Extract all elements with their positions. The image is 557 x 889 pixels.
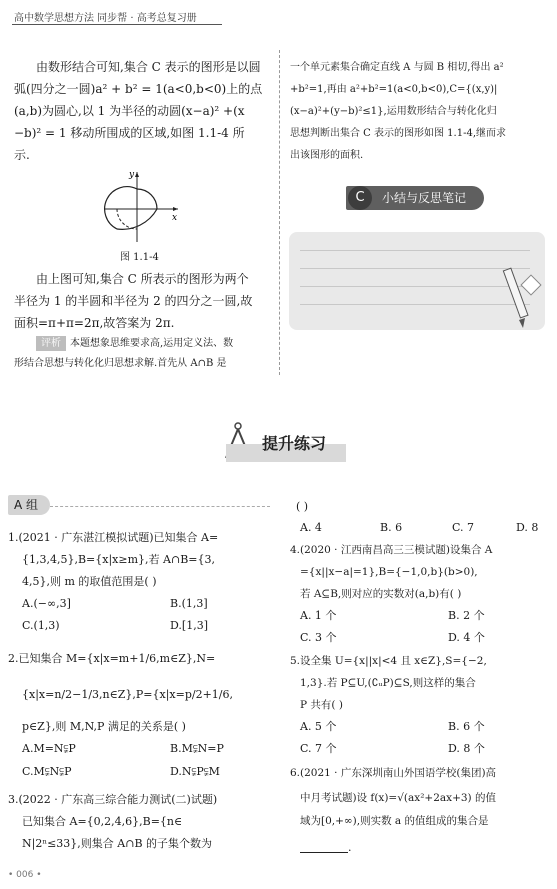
left-text-line-2: 弧(四分之一圆)a² + b² = 1(a<0,b<0)上的点 [14, 82, 263, 96]
header-rule [12, 24, 222, 25]
right-text-line-1: 一个单元素集合确定直线 A 与圆 B 相切,得出 a² [290, 62, 504, 73]
q5-option-c: C. 7 个 [300, 742, 337, 755]
q4-option-b: B. 2 个 [448, 609, 485, 622]
q4-line-1: 4.(2020 · 江西南昌高三三模试题)设集合 A [290, 544, 493, 556]
q3-line-3: N|2ⁿ≤33},则集合 A∩B 的子集个数为 [22, 837, 213, 850]
q1-line-2: {1,3,4,5},B={x|x≥m},若 A∩B={3, [22, 553, 215, 566]
q1-option-a: A.(−∞,3] [22, 597, 71, 610]
q3-option-a: A. 4 [300, 521, 322, 534]
q4-option-d: D. 4 个 [448, 631, 485, 644]
analysis-line-2: 形结合思想与转化化归思想求解.首先从 A∩B 是 [14, 358, 227, 369]
analysis-line-1 [36, 334, 233, 353]
left-after-line-3: 面积=π+π=2π,故答案为 2π. [14, 316, 175, 330]
group-label: A 组 [8, 495, 50, 515]
summary-badge-letter: C [348, 186, 372, 210]
left-text-line-5: 示. [14, 148, 30, 162]
q6-answer-blank: . [300, 836, 352, 855]
axis-y-label: y [129, 170, 135, 180]
q1-line-1: 1.(2021 · 广东湛江模拟试题)已知集合 A= [8, 531, 219, 544]
header-title: 高中数学思想方法 同步帮 · 高考总复习册 [14, 13, 197, 24]
summary-badge-label: 小结与反思笔记 [382, 191, 467, 205]
q1-option-c: C.(1,3) [22, 619, 60, 632]
q6-line-1: 6.(2021 · 广东深圳南山外国语学校(集团)高 [290, 767, 497, 779]
left-text-line-4: −b)² = 1 移动所围成的区域,如图 1.1-4 所 [14, 126, 245, 140]
q5-option-a: A. 5 个 [300, 720, 337, 733]
left-text-line-3: (a,b)为圆心,以 1 为半径的动圆(x−a)² +(x [14, 104, 245, 118]
q5-option-d: D. 8 个 [448, 742, 485, 755]
q5-line-3: P 共有( ) [300, 699, 343, 711]
page-number: • 006 • [8, 870, 42, 880]
group-rule [50, 506, 270, 507]
left-after-line-1: 由上图可知,集合 C 所表示的图形为两个 [36, 272, 249, 286]
q3-option-b: B. 6 [380, 521, 403, 534]
q2-option-d: D.N⫋P⫋M [170, 765, 220, 778]
q2-option-b: B.M⫋N=P [170, 742, 224, 755]
q5-line-2: 1,3}.若 P⊆U,(∁ᵤP)⊆S,则这样的集合 [300, 677, 476, 689]
q2-option-a: A.M=N⫋P [22, 742, 76, 755]
notes-line [300, 268, 530, 269]
figure-1-1-4 [96, 166, 186, 246]
notes-line [300, 286, 530, 287]
q4-line-2: ={x||x−a|=1},B={−1,0,b}(b>0), [300, 566, 478, 578]
axis-x-label: x [172, 213, 178, 223]
q5-option-b: B. 6 个 [448, 720, 485, 733]
q2-line-3: p∈Z},则 M,N,P 满足的关系是( ) [22, 720, 186, 733]
column-divider [279, 50, 281, 375]
notes-line [300, 304, 530, 305]
right-text-line-4: 思想判断出集合 C 表示的图形如图 1.1-4,继而求 [290, 128, 507, 139]
q3-option-c: C. 7 [452, 521, 475, 534]
left-text-line-1: 由数形结合可知,集合 C 表示的图形是以圆 [36, 60, 261, 74]
q4-option-c: C. 3 个 [300, 631, 337, 644]
q2-option-c: C.M⫋N⫋P [22, 765, 72, 778]
figure-caption: 图 1.1-4 [120, 252, 159, 263]
right-text-line-5: 出该图形的面积. [290, 150, 364, 161]
section-title: 提升练习 [262, 434, 327, 453]
q2-line-2: {x|x=n/2−1/3,n∈Z},P={x|x=p/2+1/6, [22, 688, 234, 701]
q6-line-2: 中月考试题)设 f(x)=√(ax²+2ax+3) 的值 [300, 792, 496, 804]
q1-option-d: D.[1,3] [170, 619, 209, 632]
notes-line [300, 250, 530, 251]
q4-line-3: 若 A⊆B,则对应的实数对(a,b)有( ) [300, 588, 462, 600]
q3-line-2: 已知集合 A={0,2,4,6},B={n∈ [22, 815, 183, 828]
q3-paren: ( ) [296, 500, 309, 513]
q1-line-3: 4,5},则 m 的取值范围是( ) [22, 575, 157, 588]
q1-option-b: B.(1,3] [170, 597, 208, 610]
q3-line-1: 3.(2022 · 广东高三综合能力测试(二)试题) [8, 793, 218, 806]
right-text-line-3: (x−a)²+(y−b)²≤1},运用数形结合与转化化归 [290, 106, 497, 117]
q4-option-a: A. 1 个 [300, 609, 337, 622]
q6-line-3: 域为[0,+∞),则实数 a 的值组成的集合是 [300, 815, 489, 827]
analysis-tag: 评析 [36, 336, 66, 351]
q3-option-d: D. 8 [516, 521, 539, 534]
right-text-line-2: +b²=1,再由 a²+b²=1(a<0,b<0),C={(x,y)| [290, 84, 498, 95]
pencil-icon [502, 264, 542, 332]
analysis-text-1: 本题想象思维要求高,运用定义法、数 [70, 338, 234, 349]
left-after-line-2: 半径为 1 的半圆和半径为 2 的四分之一圆,故 [14, 294, 253, 308]
q5-line-1: 5.设全集 U={x||x|<4 且 x∈Z},S={−2, [290, 655, 487, 667]
q2-line-1: 2.已知集合 M={x|x=m+1/6,m∈Z},N= [8, 652, 216, 665]
